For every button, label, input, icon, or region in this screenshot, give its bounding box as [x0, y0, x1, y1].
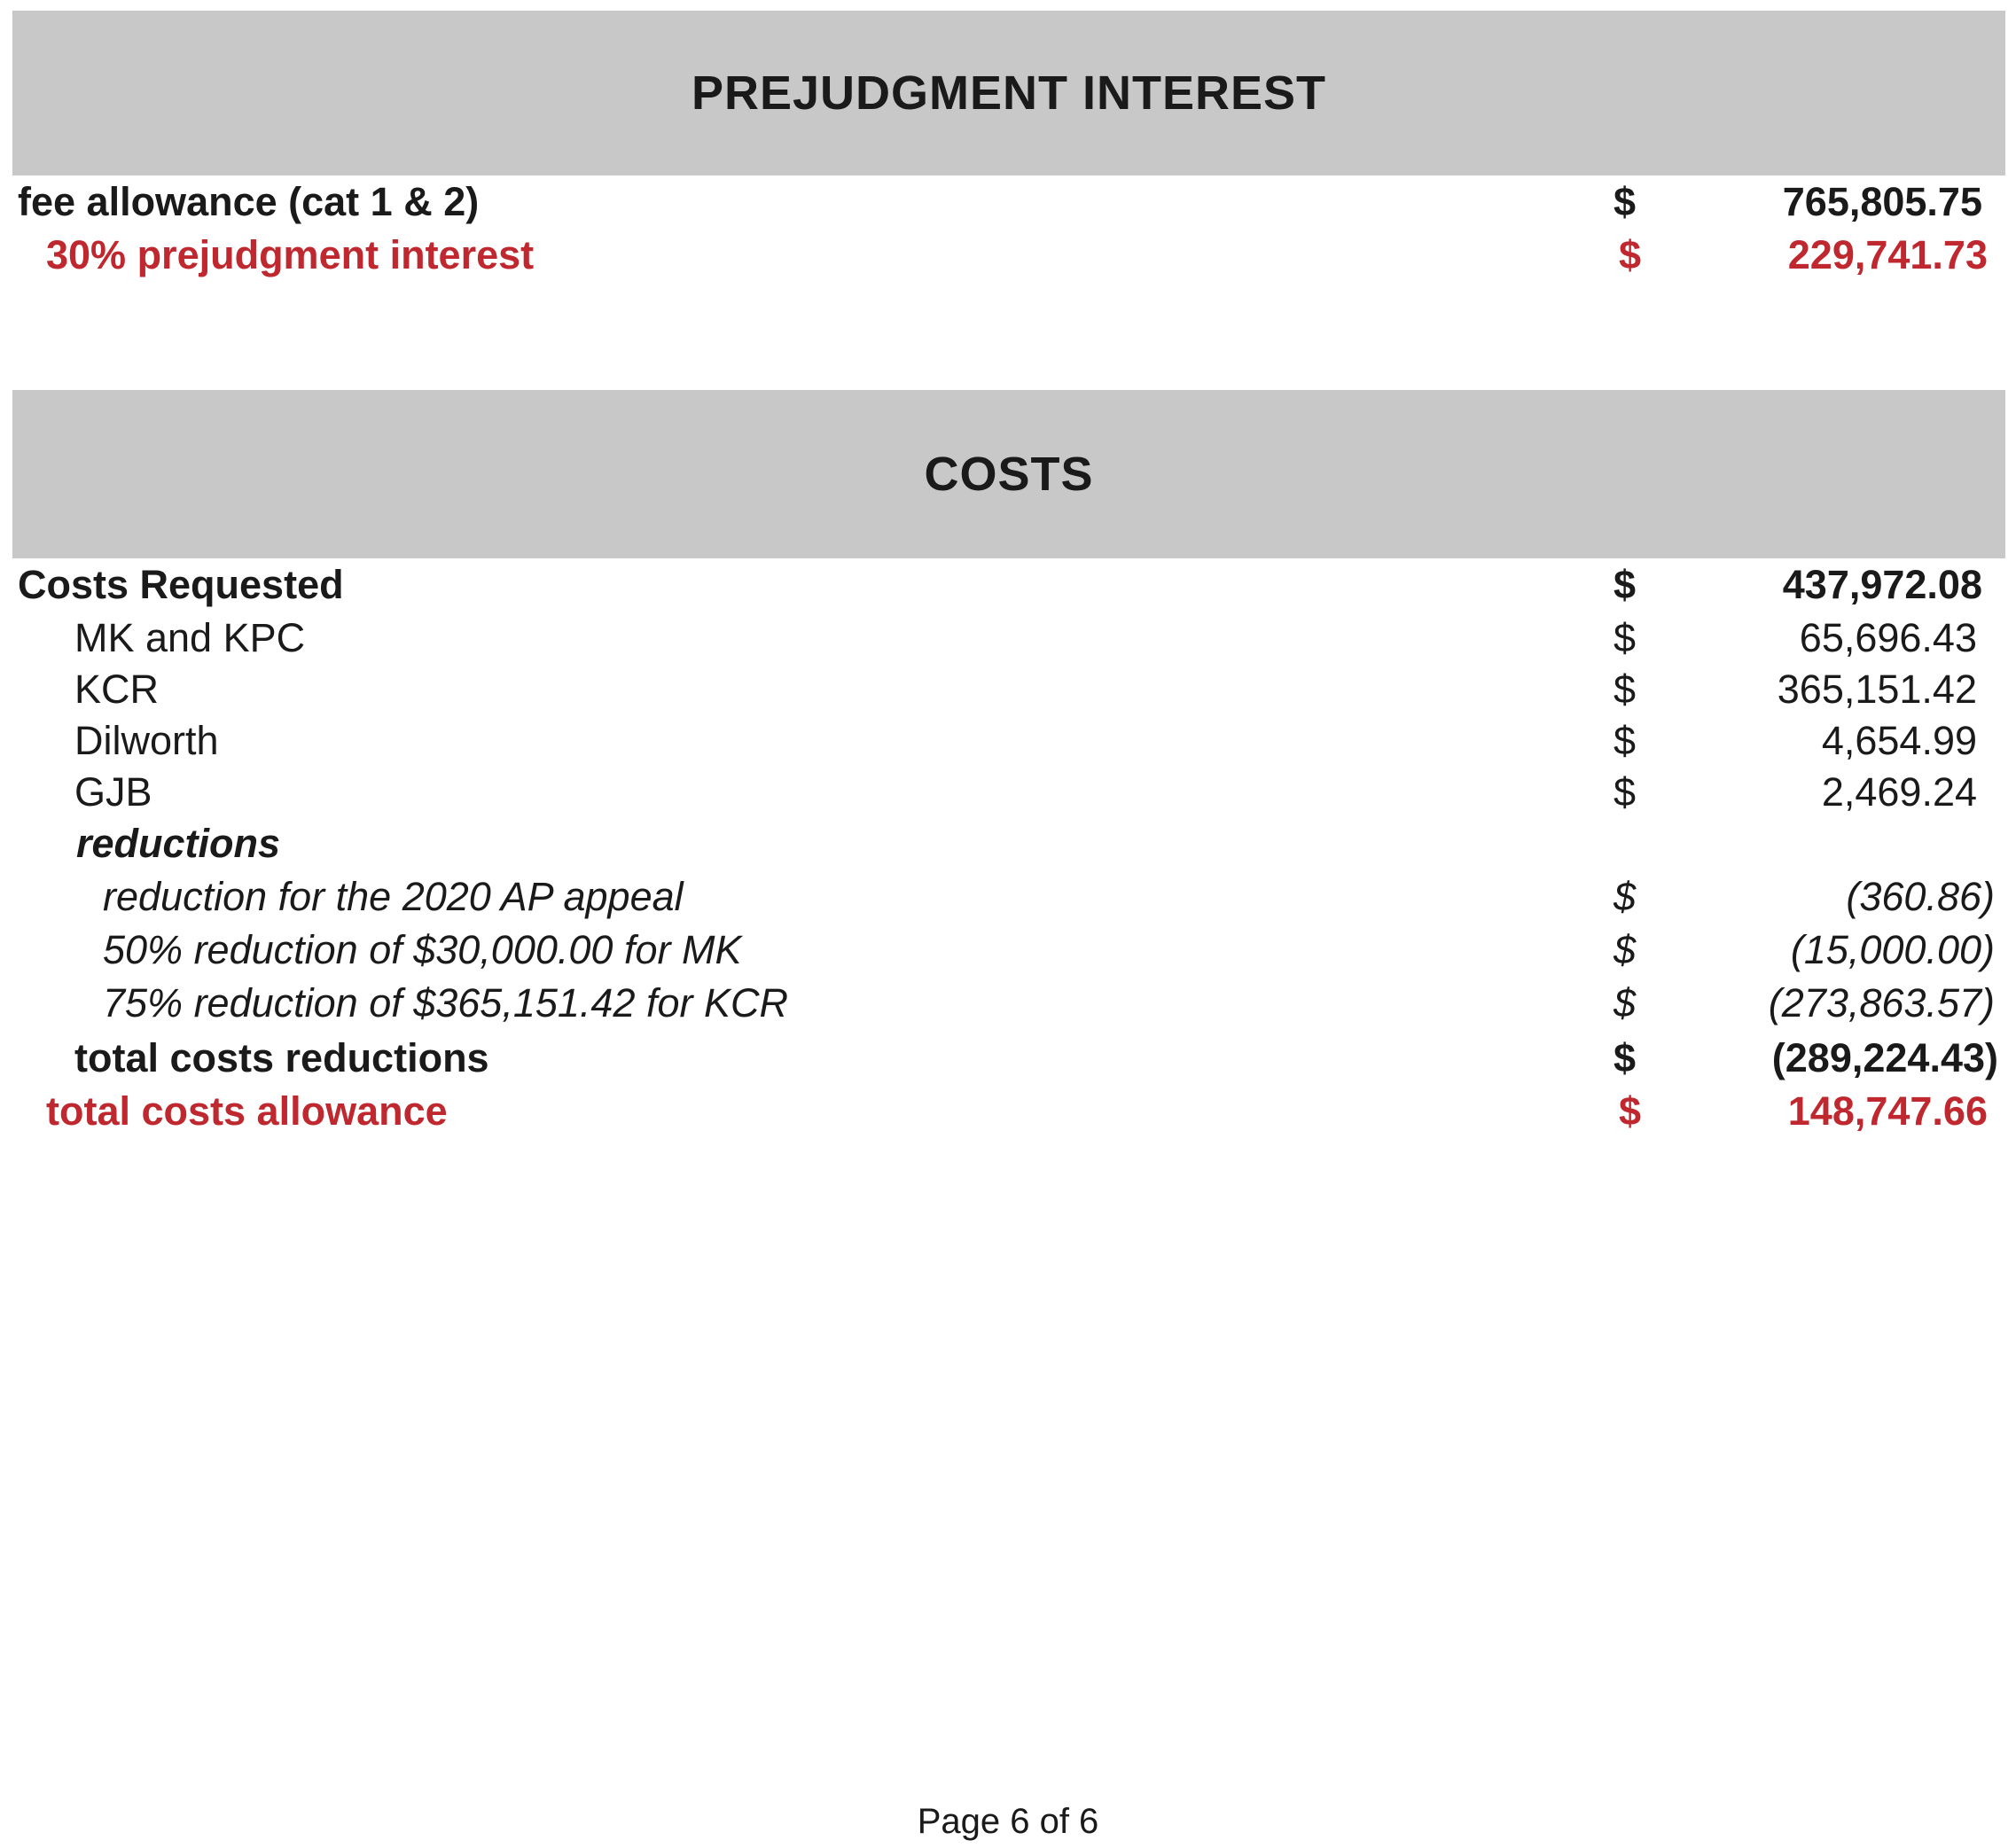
- cost-item-amount: 65,696.43: [1799, 615, 1977, 660]
- prejudgment-interest-amount: 229,741.73: [1787, 232, 1988, 277]
- total-reductions-currency: $: [1614, 1035, 1637, 1080]
- prejudgment-interest-currency: $: [1619, 232, 1642, 277]
- cost-item-currency: $: [1614, 769, 1637, 815]
- costs-requested-row: [0, 558, 2016, 612]
- reduction-amount: (360.86): [1846, 874, 1995, 919]
- fee-allowance-label: fee allowance (cat 1 & 2): [18, 179, 480, 224]
- cost-item-currency: $: [1614, 615, 1637, 660]
- page-number: Page 6 of 6: [917, 1802, 1099, 1841]
- cost-item-row: [0, 612, 2016, 665]
- cost-item-row: [0, 714, 2016, 768]
- costs-requested-amount: 437,972.08: [1782, 562, 1982, 607]
- prejudgment-interest-label: 30% prejudgment interest: [46, 232, 535, 277]
- reduction-row: [0, 977, 2016, 1030]
- cost-item-currency: $: [1614, 718, 1637, 763]
- total-allowance-row: [0, 1085, 2016, 1138]
- reduction-row: [0, 924, 2016, 977]
- cost-item-amount: 4,654.99: [1821, 718, 1977, 763]
- reduction-amount: (15,000.00): [1790, 927, 1995, 972]
- cost-item-label: Dilworth: [74, 718, 219, 763]
- cost-item-row: [0, 766, 2016, 819]
- reduction-row: [0, 870, 2016, 924]
- total-allowance-amount: 148,747.66: [1787, 1088, 1988, 1134]
- prejudgment-title: PREJUDGMENT INTEREST: [691, 66, 1327, 120]
- fee-allowance-amount: 765,805.75: [1782, 179, 1982, 224]
- total-reductions-label: total costs reductions: [74, 1035, 489, 1080]
- cost-item-label: MK and KPC: [74, 615, 306, 660]
- total-reductions-amount: (289,224.43): [1771, 1035, 1998, 1080]
- reduction-currency: $: [1614, 874, 1637, 919]
- reductions-heading: reductions: [76, 821, 281, 866]
- fee-allowance-currency: $: [1614, 179, 1637, 224]
- cost-item-label: GJB: [74, 769, 152, 815]
- fee-allowance-row: [0, 175, 2016, 229]
- reduction-label: reduction for the 2020 AP appeal: [103, 874, 684, 919]
- reductions-heading-row: [0, 817, 2016, 870]
- total-reductions-row: [0, 1032, 2016, 1085]
- costs-requested-currency: $: [1614, 562, 1637, 607]
- cost-item-amount: 365,151.42: [1777, 667, 1977, 712]
- total-allowance-label: total costs allowance: [46, 1088, 448, 1134]
- cost-item-row: [0, 663, 2016, 716]
- costs-requested-label: Costs Requested: [18, 562, 344, 607]
- prejudgment-header: [12, 11, 2005, 175]
- reduction-label: 50% reduction of $30,000.00 for MK: [103, 927, 742, 972]
- prejudgment-interest-row: [0, 229, 2016, 282]
- reduction-amount: (273,863.57): [1768, 980, 1995, 1025]
- total-allowance-currency: $: [1619, 1088, 1642, 1134]
- reduction-currency: $: [1614, 927, 1637, 972]
- costs-title: COSTS: [924, 448, 1094, 501]
- cost-item-currency: $: [1614, 667, 1637, 712]
- costs-header: [12, 390, 2005, 558]
- reduction-currency: $: [1614, 980, 1637, 1025]
- cost-item-label: KCR: [74, 667, 160, 712]
- reduction-label: 75% reduction of $365,151.42 for KCR: [103, 980, 788, 1025]
- cost-item-amount: 2,469.24: [1821, 769, 1977, 815]
